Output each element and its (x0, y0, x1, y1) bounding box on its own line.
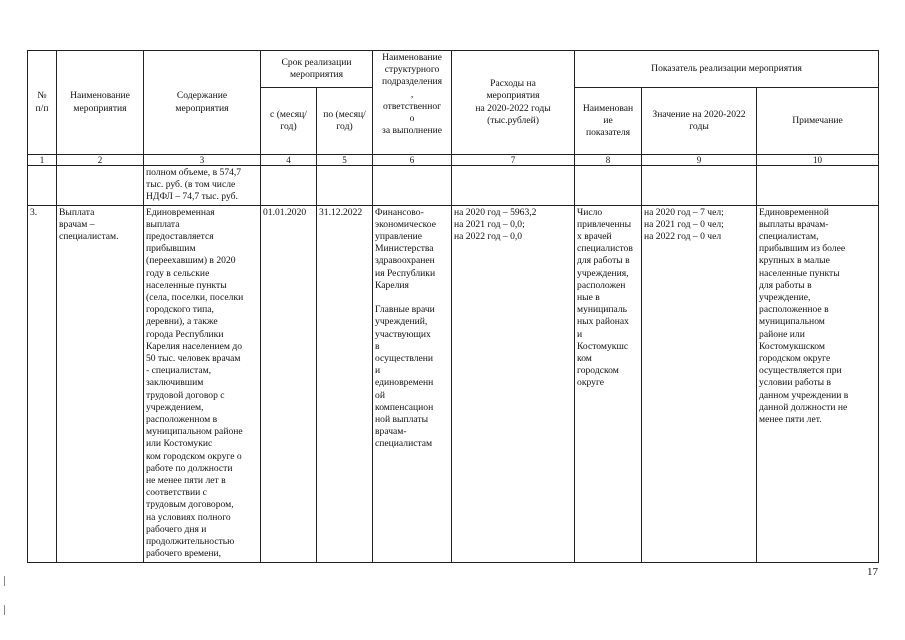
column-number: 7 (452, 155, 575, 166)
col-header-indicator-name: Наименован ие показателя (575, 88, 642, 155)
col-header-to: по (месяц/ год) (317, 88, 373, 155)
column-numbers-row (28, 155, 879, 166)
row-expenses: на 2020 год – 5963,2 на 2021 год – 0,0; на 2022 год – 0,0 (452, 205, 575, 562)
row-content: Единовременная выплата предоставляется прибывшим (переехавшим) в 2020 году в сельские населенные пункты (села, поселки, поселки городского типа, деревни), а также города Республики Карелия населением до 50 тыс. человек врачам - специалистам, заключившим трудовой договор с учреждением, расположенном в муниципальном районе или Костомукис ком городском округе о работе по должности не менее пяти лет в соответствии с трудовым договором, на условиях полного рабочего дня и продолжительностью рабочего времени, (144, 205, 261, 562)
column-number: 8 (575, 155, 642, 166)
col-header-from: с (месяц/ год) (261, 88, 317, 155)
col-header-num: № п/п (28, 51, 57, 155)
row-unit: Финансово- экономическое управление Министерства здравоохранен ия Республики Карелия Главные врачи учреждений, участвующих в осуществлени и единовременн ой компенсацион ной выплаты врачам- специалистам (373, 205, 452, 562)
continuation-content: полном объеме, в 574,7 тыс. руб. (в том числе НДФЛ – 74,7 тыс. руб. (144, 166, 261, 206)
col-header-indicator-value: Значение на 2020-2022 годы (642, 88, 757, 155)
col-header-expenses: Расходы на мероприятия на 2020-2022 годы (тыс.рублей) (452, 51, 575, 155)
col-header-indicator: Показатель реализации мероприятия (575, 51, 879, 88)
table-row (28, 205, 879, 562)
col-header-content: Содержание мероприятия (144, 51, 261, 155)
column-number: 6 (373, 155, 452, 166)
column-number: 9 (642, 155, 757, 166)
column-number: 1 (28, 155, 57, 166)
row-from: 01.01.2020 (261, 205, 317, 562)
scan-margin-mark (4, 576, 5, 586)
column-number: 3 (144, 155, 261, 166)
header-row-1 (28, 51, 879, 88)
column-number: 10 (757, 155, 879, 166)
activities-table (27, 50, 879, 563)
scan-margin-mark (4, 605, 5, 615)
continuation-row (28, 166, 879, 206)
row-name: Выплата врачам – специалистам. (57, 205, 144, 562)
column-number: 4 (261, 155, 317, 166)
row-to: 31.12.2022 (317, 205, 373, 562)
row-indicator-value: на 2020 год – 7 чел; на 2021 год – 0 чел; на 2022 год – 0 чел (642, 205, 757, 562)
col-header-name: Наименование мероприятия (57, 51, 144, 155)
col-header-note: Примечание (757, 88, 879, 155)
col-header-period: Срок реализации мероприятия (261, 51, 373, 88)
col-header-unit: Наименование структурного подразделения , ответственног о за выполнение (373, 51, 452, 155)
page-number: 17 (867, 566, 878, 578)
column-number: 2 (57, 155, 144, 166)
row-note: Единовременной выплаты врачам- специалистам, прибывшим из более крупных в малые населенные пункты для работы в учреждение, расположенное в муниципальном районе или Костомукшском городском округе осуществляется при условии работы в данном учреждении в данной должности не менее пяти лет. (757, 205, 879, 562)
row-indicator-name: Число привлеченны х врачей специалистов для работы в учреждения, расположен ные в муниципаль ных районах и Костомукшс ком городском округе (575, 205, 642, 562)
column-number: 5 (317, 155, 373, 166)
row-num: 3. (28, 205, 57, 562)
